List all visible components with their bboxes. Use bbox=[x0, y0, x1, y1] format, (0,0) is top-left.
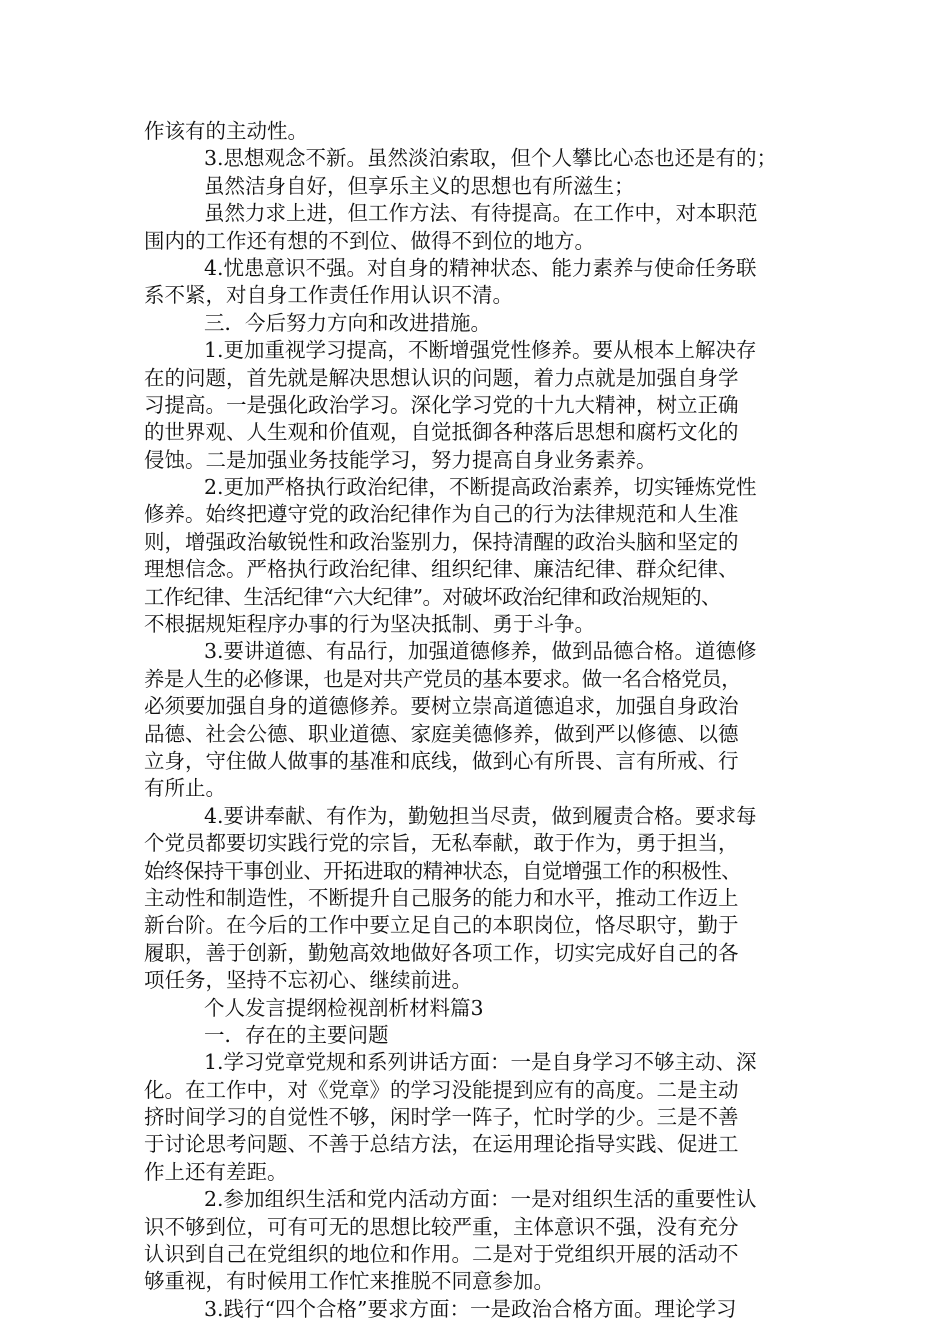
section-heading: 一．存在的主要问题 bbox=[204, 1022, 389, 1047]
text-line: 项任务，坚持不忘初心、继续前进。 bbox=[144, 968, 472, 993]
text-line: 不根据规矩程序办事的行为坚决抵制、勇于斗争。 bbox=[144, 612, 595, 637]
text-line: 4.要讲奉献、有作为，勤勉担当尽责，做到履责合格。要求每 bbox=[204, 803, 757, 828]
text-line: 3.思想观念不新。虽然淡泊索取，但个人攀比心态也还是有的； bbox=[204, 146, 778, 171]
text-line: 修养。始终把遵守党的政治纪律作为自己的行为法律规范和人生准 bbox=[144, 502, 739, 527]
text-line: 工作纪律、生活纪律“六大纪律”。对破坏政治纪律和政治规矩的、 bbox=[144, 584, 721, 609]
text-line: 虽然洁身自好，但享乐主义的思想也有所滋生； bbox=[204, 173, 635, 198]
text-line: 有所止。 bbox=[144, 776, 226, 801]
text-line: 理想信念。严格执行政治纪律、组织纪律、廉洁纪律、群众纪律、 bbox=[144, 557, 739, 582]
text-line: 习提高。一是强化政治学习。深化学习党的十九大精神，树立正确 bbox=[144, 392, 739, 417]
text-line: 新台阶。在今后的工作中要立足自己的本职岗位，恪尽职守，勤于 bbox=[144, 913, 739, 938]
text-line: 履职，善于创新，勤勉高效地做好各项工作，切实完成好自己的各 bbox=[144, 940, 739, 965]
text-line: 围内的工作还有想的不到位、做得不到位的地方。 bbox=[144, 228, 595, 253]
text-line: 主动性和制造性，不断提升自己服务的能力和水平，推动工作迈上 bbox=[144, 885, 739, 910]
text-line: 认识到自己在党组织的地位和作用。二是对于党组织开展的活动不 bbox=[144, 1242, 739, 1267]
text-line: 2.参加组织生活和党内活动方面：一是对组织生活的重要性认 bbox=[204, 1187, 757, 1212]
text-line: 立身，守住做人做事的基准和底线，做到心有所畏、言有所戒、行 bbox=[144, 748, 739, 773]
text-line: 系不紧，对自身工作责任作用认识不清。 bbox=[144, 283, 513, 308]
text-line: 必须要加强自身的道德修养。要树立崇高道德追求，加强自身政治 bbox=[144, 694, 739, 719]
text-line: 侵蚀。二是加强业务技能学习，努力提高自身业务素养。 bbox=[144, 447, 657, 472]
text-line: 化。在工作中，对《党章》的学习没能提到应有的高度。二是主动 bbox=[144, 1077, 739, 1102]
text-line: 1.学习党章党规和系列讲话方面：一是自身学习不够主动、深 bbox=[204, 1050, 757, 1075]
text-line: 3.要讲道德、有品行，加强道德修养，做到品德合格。道德修 bbox=[204, 639, 757, 664]
text-line: 作该有的主动性。 bbox=[144, 119, 308, 143]
text-line: 的世界观、人生观和价值观，自觉抵御各种落后思想和腐朽文化的 bbox=[144, 420, 739, 445]
document-body bbox=[144, 118, 814, 1323]
text-line: 2.更加严格执行政治纪律，不断提高政治素养，切实锤炼党性 bbox=[204, 475, 757, 500]
text-line: 虽然力求上进，但工作方法、有待提高。在工作中，对本职范 bbox=[204, 201, 758, 226]
text-line: 养是人生的必修课，也是对共产党员的基本要求。做一名合格党员， bbox=[144, 666, 741, 691]
text-line: 始终保持干事创业、开拓进取的精神状态，自觉增强工作的积极性、 bbox=[144, 858, 741, 883]
section-title: 个人发言提纲检视剖析材料篇3 bbox=[204, 995, 484, 1020]
text-line: 挤时间学习的自觉性不够，闲时学一阵子，忙时学的少。三是不善 bbox=[144, 1105, 739, 1130]
section-heading: 三．今后努力方向和改进措施。 bbox=[204, 310, 491, 335]
text-line: 于讨论思考问题、不善于总结方法，在运用理论指导实践、促进工 bbox=[144, 1132, 739, 1157]
text-line: 品德、社会公德、职业道德、家庭美德修养，做到严以修德、以德 bbox=[144, 721, 739, 746]
text-line: 则，增强政治敏锐性和政治鉴别力，保持清醒的政治头脑和坚定的 bbox=[144, 529, 739, 554]
text-line: 作上还有差距。 bbox=[144, 1159, 288, 1184]
text-line: 够重视，有时候用工作忙来推脱不同意参加。 bbox=[144, 1269, 554, 1294]
text-line: 在的问题，首先就是解决思想认识的问题，着力点就是加强自身学 bbox=[144, 365, 739, 390]
text-line: 4.忧患意识不强。对自身的精神状态、能力素养与使命任务联 bbox=[204, 255, 757, 280]
text-line: 3.践行“四个合格”要求方面：一是政治合格方面。理论学习 bbox=[204, 1296, 737, 1321]
text-line: 识不够到位，可有可无的思想比较严重，主体意识不强，没有充分 bbox=[144, 1214, 739, 1239]
text-line: 个党员都要切实践行党的宗旨，无私奉献，敢于作为，勇于担当， bbox=[144, 831, 739, 856]
text-line: 1.更加重视学习提高，不断增强党性修养。要从根本上解决存 bbox=[204, 338, 757, 363]
